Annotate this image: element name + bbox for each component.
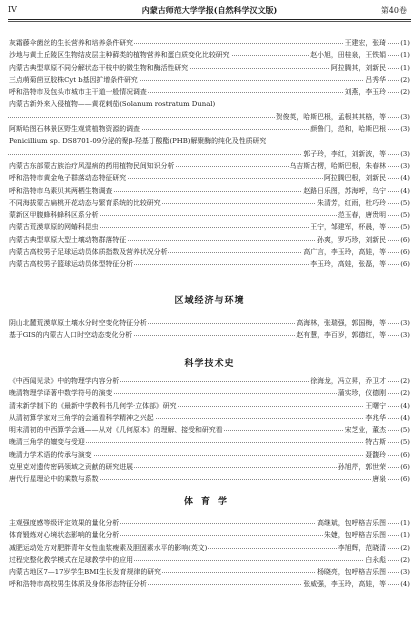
entry-authors: 颜鲁门，范和，哈斯巴根 xyxy=(309,123,387,135)
entry-authors: 白永彪 xyxy=(364,554,387,566)
header-rule-thin xyxy=(8,21,411,22)
entry-title: Penicillium sp. DS8701-09分泌的聚β-羟基丁酸酯(PHB)解聚酶的纯化及性质研究 xyxy=(8,135,267,147)
entry-issue-number: (6) xyxy=(399,473,411,485)
toc-entry xyxy=(8,436,411,448)
section-economy xyxy=(8,317,411,342)
entry-issue-number: (4) xyxy=(399,578,411,590)
entry-authors: 孙旭芹，郭世荣 xyxy=(337,461,387,473)
entry-authors: 王曙宁 xyxy=(364,400,387,412)
toc-entry xyxy=(8,400,411,412)
entry-title: 灰霜藤伞菌丝的生长营养和培养条件研究 xyxy=(8,37,134,49)
toc-entry xyxy=(8,329,411,341)
toc-entry xyxy=(8,185,411,197)
entry-title: 《中西闻见录》中的物理学内容分析 xyxy=(8,375,120,387)
entry-title: 内蒙古高校男子篮球运动员体型特征分析 xyxy=(8,258,134,270)
toc-entry xyxy=(8,473,411,485)
entry-issue-number: (4) xyxy=(399,400,411,412)
page-header xyxy=(0,0,419,20)
toc-entry xyxy=(8,461,411,473)
entry-title: 阿斯哈图石林景区野生观赏植物资源的调查 xyxy=(8,123,141,135)
page-number: IV xyxy=(8,5,17,14)
entry-title: 内蒙古东部蒙古族治疗风湿病的药用植物民间知识分析 xyxy=(8,160,175,172)
toc-entry xyxy=(8,317,411,329)
journal-title: 内蒙古师范大学学报(自然科学汉文版) xyxy=(141,5,278,15)
toc-entry xyxy=(8,424,411,436)
entry-title: 克里克对遗传密码领域之贡献的研究进展 xyxy=(8,461,134,473)
entry-issue-number: (5) xyxy=(399,197,411,209)
toc-entry xyxy=(8,37,411,49)
entry-title: 沙地与黄土丘陵区生物结皮层主种藓类的植物营养和蛋白质变化比较研究 xyxy=(8,49,231,61)
entry-authors: 宋芝业，董杰 xyxy=(344,424,387,436)
toc-entry xyxy=(8,246,411,258)
entry-title: 呼和浩特市及包头市城市主干道一般情况调查 xyxy=(8,86,148,98)
entry-title: 基于GIS的内蒙古人口时空动态变化分析 xyxy=(8,329,133,341)
entry-issue-number: (5) xyxy=(399,209,411,221)
entry-authors: 吕秀华 xyxy=(364,74,387,86)
section-heading-sports: 体育学 xyxy=(183,497,235,507)
toc-entry xyxy=(8,554,411,566)
entry-title: 阴山北麓荒漠草原土壤水分时空变化特征分析 xyxy=(8,317,148,329)
entry-issue-number: (3) xyxy=(399,329,411,341)
toc-entry xyxy=(8,449,411,461)
entry-authors: 高海林，张瑞强，郭国梅，等 xyxy=(295,317,387,329)
entry-title: 从清初算学家对三角学的会通看科学精神之兴起 xyxy=(8,412,155,424)
toc-entry xyxy=(8,135,411,147)
entry-issue-number: (1) xyxy=(399,529,411,541)
entry-issue-number: (2) xyxy=(399,387,411,399)
toc-entry xyxy=(8,529,411,541)
entry-authors: 赵小旭，田桂泉，王铁娟 xyxy=(309,49,387,61)
entry-issue-number: (6) xyxy=(399,461,411,473)
entry-authors: 赵路日乐图，苏海呼，乌宁 xyxy=(302,185,387,197)
toc-entry xyxy=(8,234,411,246)
entry-authors: 刘燕，李玉玲 xyxy=(344,86,387,98)
toc-entry xyxy=(8,123,411,135)
entry-issue-number: (3) xyxy=(399,111,411,123)
toc-entry xyxy=(8,160,411,172)
toc-entry xyxy=(8,49,411,61)
entry-issue-number: (5) xyxy=(399,221,411,233)
toc-entry xyxy=(8,221,411,233)
entry-title: 内蒙古荒漠草原的网蝽科昆虫 xyxy=(8,221,100,233)
toc-entry xyxy=(8,566,411,578)
entry-authors: 高广言，李玉玲，高娃，等 xyxy=(302,246,387,258)
entry-authors: 李兆华 xyxy=(364,412,387,424)
toc-entry xyxy=(8,542,411,554)
entry-issue-number: (4) xyxy=(399,412,411,424)
entry-issue-number: (4) xyxy=(399,172,411,184)
entry-issue-number: (3) xyxy=(399,160,411,172)
entry-authors: 王建宏，张琦 xyxy=(344,37,387,49)
toc-entry xyxy=(8,62,411,74)
toc-entry xyxy=(8,412,411,424)
entry-title: 明末清初的中西算学会通——从对《几何原本》的理解、接受和研究看 xyxy=(8,424,224,436)
entry-title: 蒙新区甲腹蜂科蜂科区系分析 xyxy=(8,209,100,221)
entry-issue-number: (2) xyxy=(399,74,411,86)
toc-entry xyxy=(8,172,411,184)
entry-authors: 李玉玲，高娃，张磊，等 xyxy=(309,258,387,270)
entry-issue-number: (2) xyxy=(399,86,411,98)
toc-entry xyxy=(8,209,411,221)
entry-title: 呼和浩特市黄金龟子群落动态特征研究 xyxy=(8,172,127,184)
entry-issue-number: (2) xyxy=(399,554,411,566)
entry-title: 唐代行星理论中的乘数与系数 xyxy=(8,473,100,485)
entry-authors: 蒲实珍，仪德刚 xyxy=(337,387,387,399)
toc-entry xyxy=(8,517,411,529)
toc-entry xyxy=(8,98,411,110)
entry-issue-number: (3) xyxy=(399,317,411,329)
entry-authors: 范玉春，唐贵明 xyxy=(337,209,387,221)
entry-issue-number: (3) xyxy=(399,123,411,135)
entry-issue-number: (6) xyxy=(399,246,411,258)
entry-authors: 唐泉 xyxy=(371,473,387,485)
section-biology xyxy=(8,37,411,271)
entry-issue-number: (3) xyxy=(399,566,411,578)
section-heading-economy: 区域经济与环境 xyxy=(174,296,245,306)
entry-issue-number: (1) xyxy=(399,517,411,529)
entry-issue-number: (1) xyxy=(399,62,411,74)
toc-entry xyxy=(8,74,411,86)
entry-issue-number: (6) xyxy=(399,258,411,270)
entry-title: 主观强度感等级评定效果的量化分析 xyxy=(8,517,120,529)
entry-authors: 阿拉腾巴根，刘新民 xyxy=(323,172,387,184)
header-rule xyxy=(8,19,411,20)
entry-issue-number: (5) xyxy=(399,436,411,448)
toc-entry xyxy=(8,258,411,270)
toc-entry xyxy=(8,578,411,590)
entry-title: 内蒙古典型草原大型土壤动物群落特征 xyxy=(8,234,127,246)
entry-authors: 聂馥玲 xyxy=(364,449,387,461)
entry-title: 晚清力学术语的传承与演变 xyxy=(8,449,93,461)
entry-issue-number: (3) xyxy=(399,148,411,160)
entry-authors: 朱婕，包呼格吉乐图 xyxy=(323,529,387,541)
entry-authors: 朱清芳，红雨，杜巧玲 xyxy=(316,197,387,209)
entry-title: 晚清物理学译著中数学符号的演变 xyxy=(8,387,113,399)
section-sports xyxy=(8,517,411,591)
entry-issue-number: (5) xyxy=(399,424,411,436)
toc-entry xyxy=(8,111,411,123)
section-history xyxy=(8,375,411,486)
toc-entry xyxy=(8,375,411,387)
volume-label: 第40卷 xyxy=(380,6,407,15)
entry-authors: 阿拉腾其，刘新民 xyxy=(330,62,387,74)
entry-issue-number: (6) xyxy=(399,234,411,246)
entry-title: 呼和浩特市乌素贝其两栖生物调查 xyxy=(8,185,113,197)
entry-authors: 徐海龙，冯立昇，乔卫才 xyxy=(309,375,387,387)
entry-issue-number: (1) xyxy=(399,49,411,61)
entry-issue-number: (4) xyxy=(399,185,411,197)
entry-title: 内蒙古新外来入侵植物——黄花刺茄(Solanum rostratum Dunal) xyxy=(8,98,216,110)
entry-authors: 李旭辉，范晓清 xyxy=(337,542,387,554)
entry-authors: 孙爽，罗巧珍，刘新民 xyxy=(316,234,387,246)
entry-title: 过程完整化教学模式在足球教学中的应用 xyxy=(8,554,134,566)
entry-authors: 王宁，邹建军，杯晨，等 xyxy=(309,221,387,233)
entry-authors: 高继斌，包呼格吉乐图 xyxy=(316,517,387,529)
entry-title: 清末新学制下的《最新中学教科书几何学·立体部》研究 xyxy=(8,400,178,412)
entry-issue-number: (6) xyxy=(399,449,411,461)
entry-authors: 张威强，李玉玲，高娃，等 xyxy=(302,578,387,590)
entry-title: 晚清三角学的嬗变与受迎 xyxy=(8,436,86,448)
entry-authors: 赵有慧，李百岁，郭德红，等 xyxy=(295,329,387,341)
entry-title: 减肥运动处方对肥胖青年女性血浆瘦素及胆固素水平的影响(英文) xyxy=(8,542,208,554)
entry-issue-number: (2) xyxy=(399,542,411,554)
entry-issue-number: (2) xyxy=(399,375,411,387)
entry-authors: 贺俊英，哈斯巴根，孟根其其格，等 xyxy=(275,111,387,123)
entry-authors: 特古斯 xyxy=(364,436,387,448)
entry-issue-number: (1) xyxy=(399,37,411,49)
entry-authors: 乌吉斯古楞，哈斯巴根，朱春林 xyxy=(289,160,387,172)
entry-title: 体育锻炼对心境状态影响的量化分析 xyxy=(8,529,120,541)
entry-title: 内蒙古地区7—17岁学生BMI生长发育规律的研究 xyxy=(8,566,162,578)
toc-entry xyxy=(8,197,411,209)
toc-entry xyxy=(8,387,411,399)
entry-title: 三点萌菊茴豆胶株Cyt b基因扩增条件研究 xyxy=(8,74,139,86)
entry-authors: 杨晓亮，包呼格吉乐图 xyxy=(316,566,387,578)
toc-entry xyxy=(8,148,411,160)
toc-entry xyxy=(8,86,411,98)
section-heading-history: 科学技术史 xyxy=(184,359,235,369)
entry-title: 呼和浩特市高校男生体质及身体形态特征分析 xyxy=(8,578,148,590)
entry-title: 内蒙古高校男子足球运动员体质指数及营养状况分析 xyxy=(8,246,168,258)
entry-title: 不同海拔蒙古扁桃开花动态与繁育系统的比较研究 xyxy=(8,197,162,209)
entry-authors: 郭子玲，李红，刘新波，等 xyxy=(302,148,387,160)
entry-title: 内蒙古典型草原不同分解状态干枝中的微生物和酶活性研究 xyxy=(8,62,189,74)
